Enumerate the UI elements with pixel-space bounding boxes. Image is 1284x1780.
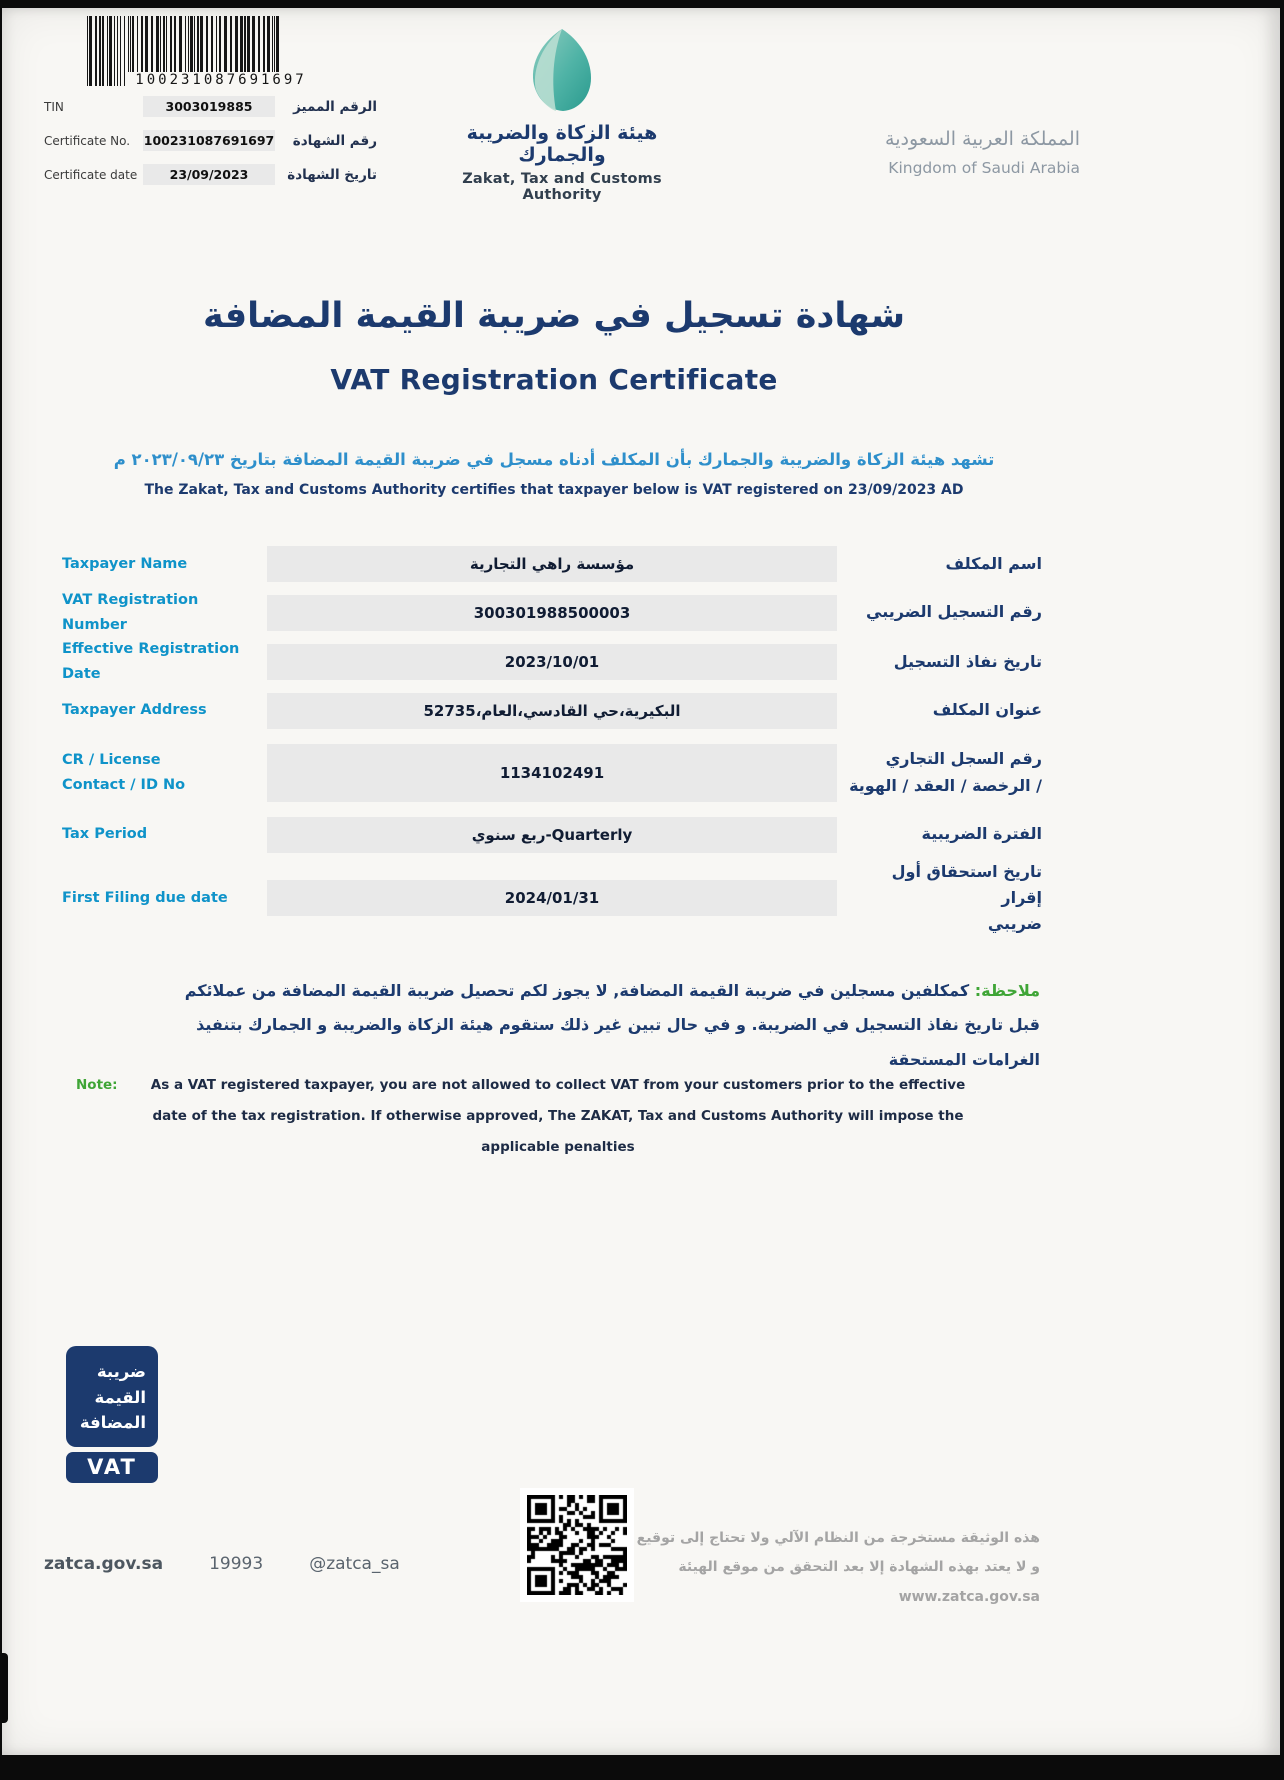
vat-logo <box>66 1346 158 1483</box>
certificate-title-ar: شهادة تسجيل في ضريبة القيمة المضافة <box>203 296 905 336</box>
field-label-en: Taxpayer Address <box>62 702 207 719</box>
qr-code <box>520 1488 634 1602</box>
field-label-en-line1: CR / License <box>62 751 161 768</box>
tin-value: 3003019885 <box>143 96 275 117</box>
field-label-ar: الفترة الضريبية <box>921 824 1042 844</box>
footer-disclaimer-line1: هذه الوثيقة مستخرجة من النظام الآلي ولا تحتاج إلى توقيع <box>636 1530 1040 1546</box>
vat-logo-line3: المضافة <box>79 1413 146 1433</box>
authority-name-ar: هيئة الزكاة والضريبة والجمارك <box>466 122 658 166</box>
authority-name-en: Zakat, Tax and Customs Authority <box>462 171 662 203</box>
field-label-ar: عنوان المكلف <box>932 700 1042 720</box>
fields-table <box>2 540 1280 938</box>
field-label-en: Effective Registration Date <box>62 641 240 682</box>
barcode <box>87 16 355 86</box>
certificate-no-label-ar: رقم الشهادة <box>292 132 377 149</box>
note-text-en: As a VAT registered taxpayer, you are not allowed to collect VAT from your customers prior to the effective date of the tax registration. If otherwise approved, The ZAKAT, Tax and Customs Authority will impose the applicable penalties <box>150 1077 966 1156</box>
field-label-ar: اسم المكلف <box>945 553 1042 573</box>
certificate-date-label: Certificate date <box>44 167 138 182</box>
field-value: البكيرية،حي القادسي،العام،52735 <box>267 693 837 729</box>
note-arabic <box>170 974 1040 1077</box>
certificate-no-label: Certificate No. <box>44 133 131 148</box>
zatca-logo-icon <box>523 99 601 118</box>
field-value: 2024/01/31 <box>267 880 837 916</box>
field-value: ربع سنوي-Quarterly <box>267 817 837 853</box>
kingdom-name-en: Kingdom of Saudi Arabia <box>888 159 1080 177</box>
field-row-vat-registration-number <box>2 588 1280 637</box>
vat-logo-arabic-box <box>66 1346 158 1447</box>
field-value: 300301988500003 <box>267 595 837 631</box>
tin-label-ar: الرقم المميز <box>293 98 377 115</box>
field-row-first-filing-due-date <box>2 859 1280 938</box>
certification-statement <box>2 450 1106 498</box>
field-label-ar-line1: تاريخ استحقاق أول إقرار <box>891 861 1042 907</box>
certificate-page <box>2 8 1280 1755</box>
kingdom-name-ar: المملكة العربية السعودية <box>885 128 1080 150</box>
footer-social-handle: @zatca_sa <box>309 1554 400 1574</box>
qr-code-canvas <box>527 1495 627 1595</box>
footer-phone: 19993 <box>209 1554 264 1574</box>
field-row-tax-period <box>2 811 1280 859</box>
scan-artifact <box>2 1653 8 1723</box>
certificate-date-value: 23/09/2023 <box>143 164 275 185</box>
footer-contacts <box>44 1554 400 1574</box>
certificate-title-en: VAT Registration Certificate <box>330 363 778 396</box>
field-label-ar-line2: / الرخصة / العقد / الهوية <box>849 775 1042 795</box>
field-label-ar-line1: رقم السجل التجاري <box>885 749 1042 769</box>
field-value: 1134102491 <box>267 744 837 802</box>
field-value: 2023/10/01 <box>267 644 837 680</box>
field-row-taxpayer-name <box>2 540 1280 588</box>
barcode-number: 100231087691697 <box>127 72 314 88</box>
field-label-en: Taxpayer Name <box>62 555 188 572</box>
certificate-title <box>2 296 1106 396</box>
field-label-en <box>62 748 267 797</box>
vat-logo-line2: القيمة <box>94 1387 146 1407</box>
certificate-no-value: 100231087691697 <box>143 130 275 151</box>
field-row-cr-license <box>2 735 1280 811</box>
field-row-taxpayer-address <box>2 687 1280 735</box>
field-label-en-line2: Contact / ID No <box>62 776 186 793</box>
note-text-ar: كمكلفين مسجلين في ضريبة القيمة المضافة, لا يجوز لكم تحصيل ضريبة القيمة المضافة من عملائكم قبل تاريخ نفاذ التسجيل في الضريبة. و في حال تبين غير ذلك ستقوم هيئة الزكاة والضريبة و الجمارك بتنفيذ الغرامات المستحقة <box>184 981 1040 1069</box>
vat-logo-line1: ضريبة <box>96 1362 146 1381</box>
footer-disclaimer <box>637 1524 1040 1612</box>
field-label-ar: رقم التسجيل الضريبي <box>866 602 1042 622</box>
footer-disclaimer-line2: و لا يعتد بهذه الشهادة إلا بعد التحقق من موقع الهيئة <box>678 1559 1040 1576</box>
field-label-en: Tax Period <box>62 826 148 843</box>
field-label-ar: تاريخ نفاذ التسجيل <box>893 651 1042 671</box>
note-label-ar: ملاحظة: <box>974 981 1040 1000</box>
authority-header <box>422 26 702 203</box>
footer-website: zatca.gov.sa <box>44 1554 164 1574</box>
field-label-ar <box>847 746 1042 799</box>
field-label-en: First Filing due date <box>62 889 228 906</box>
certification-statement-en: The Zakat, Tax and Customs Authority certifies that taxpayer below is VAT registered on 23/09/2023 AD <box>144 482 964 498</box>
field-label-ar <box>847 859 1042 938</box>
tin-label: TIN <box>44 99 64 114</box>
kingdom-header <box>885 128 1080 177</box>
field-value: مؤسسة راهي التجارية <box>267 546 837 582</box>
field-row-effective-registration-date <box>2 637 1280 686</box>
certificate-date-label-ar: تاريخ الشهادة <box>287 166 377 183</box>
note-label-en: Note: <box>76 1077 118 1093</box>
note-english <box>2 1070 1280 1163</box>
certification-statement-ar: تشهد هيئة الزكاة والضريبة والجمارك بأن المكلف أدناه مسجل في ضريبة القيمة المضافة بتاريخ ٢٠٢٣/٠٩/٢٣ م <box>113 450 995 469</box>
field-label-en: VAT Registration Number <box>62 592 199 633</box>
certificate-meta <box>44 96 377 185</box>
vat-logo-vat-text: VAT <box>66 1452 158 1483</box>
field-label-ar-line2: ضريبي <box>987 914 1042 934</box>
footer-url: www.zatca.gov.sa <box>898 1588 1040 1605</box>
